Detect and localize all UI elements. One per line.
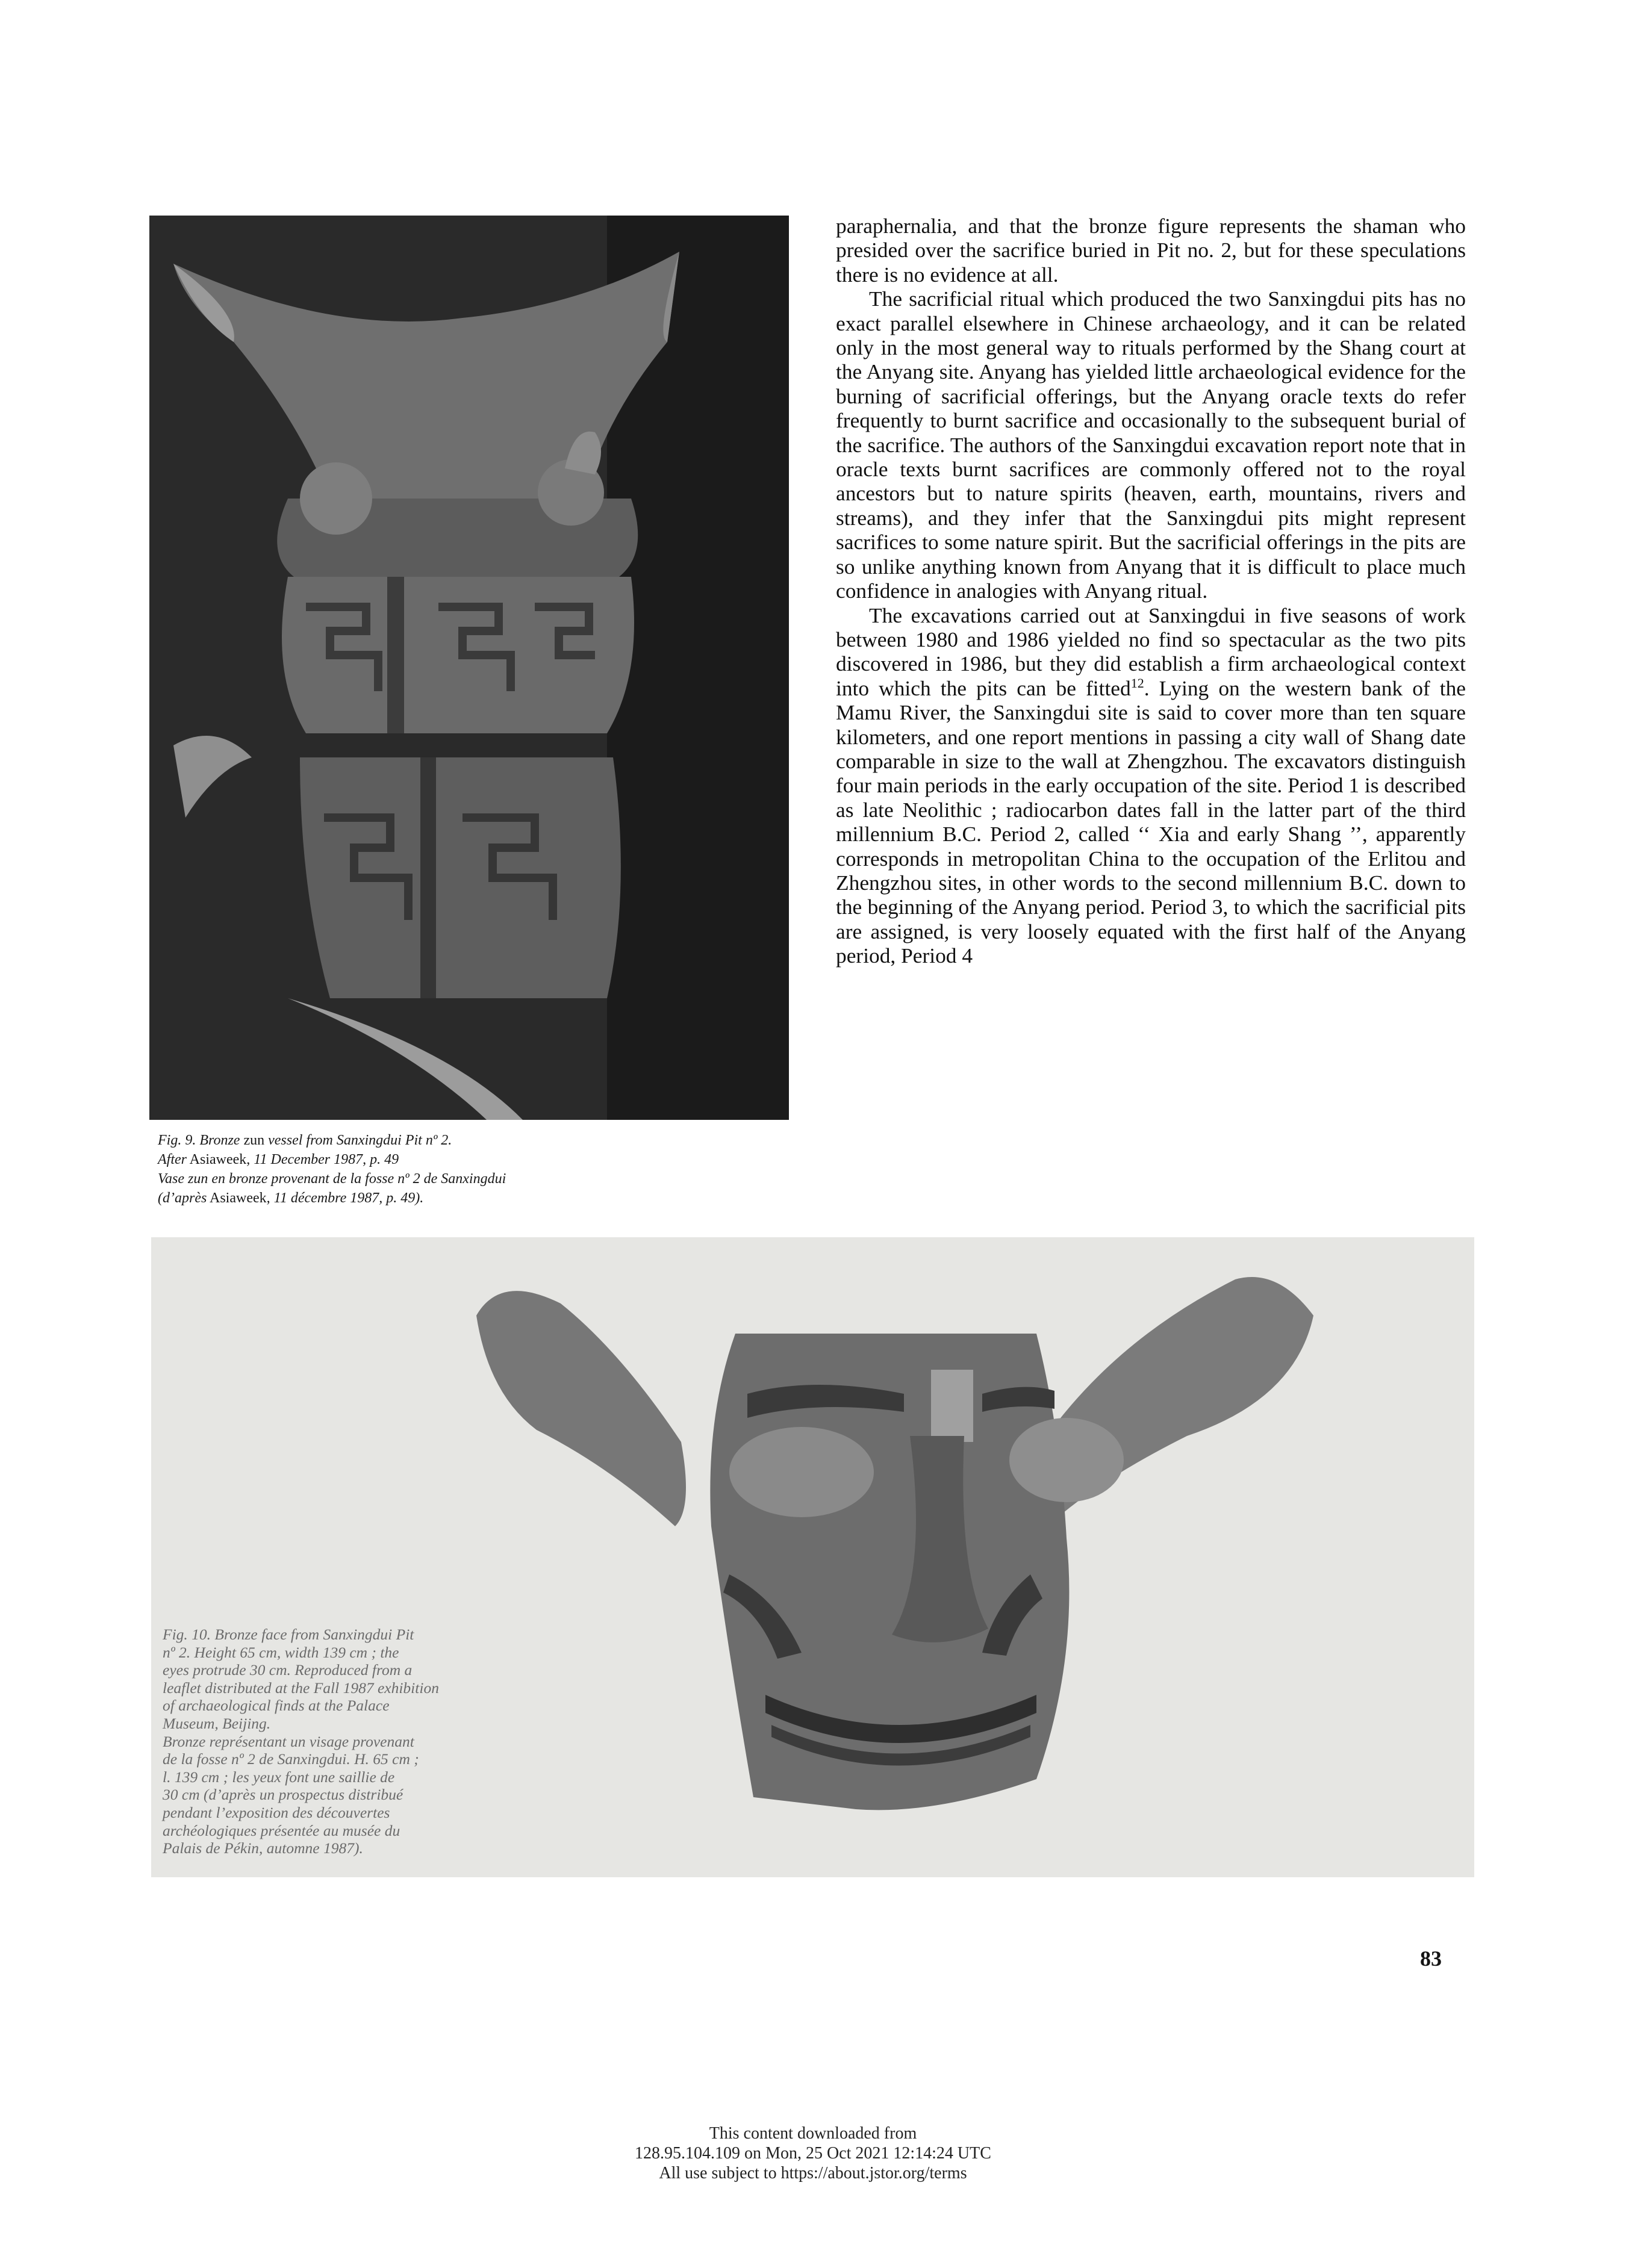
footer-line: All use subject to https://about.jstor.org/terms [659,2164,967,2183]
paragraph-3 [836,603,1466,968]
caption-line: pendant l’exposition des découvertes [163,1803,390,1821]
paragraph-3-text: The excavations carried out at Sanxingdui in five seasons of work between 1980 and 1986 yielded no find so spectacular as the two pits discovered in 1986, but they did establish a firm archaeological context into which the pits can be fitted [836,603,1466,700]
caption-text: zun [240,1132,269,1148]
body-text-column [836,214,1466,968]
caption-line: Museum, Beijing. [163,1714,271,1732]
caption-line: Palais de Pékin, automne 1987). [163,1839,363,1857]
caption-line: de la fosse nº 2 de Sanxingdui. H. 65 cm ; [163,1750,419,1768]
caption-line: Vase zun en bronze provenant de la fosse nº 2 de Sanxingdui [158,1171,506,1187]
caption-line: leaflet distributed at the Fall 1987 exhibition [163,1679,439,1697]
caption-line: eyes protrude 30 cm. Reproduced from a [163,1661,413,1679]
paragraph-2: The sacrificial ritual which produced the two Sanxingdui pits has no exact parallel elsewhere in Chinese archaeology, and it can be related only in the most general way to rituals performed by the Shang court at the Anyang site. Anyang has yielded little archaeological evidence for the burning of sacrificial offerings, but the Anyang oracle texts do refer frequently to burnt sacrifice and occasionally to the subsequent burial of the sacrifice. The authors of the Sanxingdui excavation report note that in oracle texts burnt sacrifices are commonly offered not to the royal ancestors but to nature spirits (heaven, earth, mountains, rivers and streams), and they infer that the Sanxingdui pits might represent sacrifices to some nature spirit. But the sacrificial offerings in the pits are so unlike anything known from Anyang that it is difficult to place much confidence in analogies with Anyang ritual. [836,287,1466,603]
figure-9-caption [158,1131,820,1208]
paragraph-3-text-cont: . Lying on the western bank of the Mamu River, the Sanxingdui site is said to cover more than ten square kilometers, and one report mentions in passing a city wall of Shang date comparable in size to the wall at Zhengzhou. The excavators distinguish four main periods in the early occupation of the site. Period 1 is described as late Neolithic ; radiocarbon dates fall in the latter part of the third millennium B.C. Period 2, called ‘‘ Xia and early Shang ’’, apparently corresponds in metropolitan China to the occupation of the Erlitou and Zhengzhou sites, in other words to the second millennium B.C. down to the beginning of the Anyang period. Period 3, to which the sacrificial pits are assigned, is very loosely equated with the first half of the Anyang period, Period 4 [836,676,1466,968]
caption-line: Bronze représentant un visage provenant [163,1732,414,1750]
caption-line [158,1188,820,1208]
figure-9-zun-vessel-photo [149,216,789,1120]
caption-text: vessel from Sanxingdui Pit nº 2. [268,1132,452,1148]
page-number: 83 [1420,1946,1442,1971]
caption-text: 11 December 1987, p. 49 [254,1152,399,1167]
caption-text: Fig. 9. Bronze [158,1132,240,1148]
caption-text: Asiaweek, [187,1152,254,1167]
caption-text: Asiaweek, [207,1190,274,1206]
figure-10-caption [163,1626,500,1857]
caption-text: 11 décembre 1987, p. 49). [273,1190,424,1206]
caption-line: l. 139 cm ; les yeux font une saillie de [163,1768,395,1786]
footer-line: This content downloaded from [709,2124,917,2143]
caption-line [158,1131,820,1150]
caption-text: (d’après [158,1190,207,1206]
caption-line: 30 cm (d’après un prospectus distribué [163,1786,403,1804]
caption-line: archéologiques présentée au musée du [163,1821,400,1839]
caption-text: After [158,1152,187,1167]
paragraph-1: paraphernalia, and that the bronze figure represents the shaman who presided over the sacrifice buried in Pit no. 2, but for these speculations there is no evidence at all. [836,214,1466,287]
zun-vessel-illustration [149,216,789,1120]
download-footer [512,2124,1114,2183]
caption-line [158,1150,820,1169]
caption-line: Fig. 10. Bronze face from Sanxingdui Pit [163,1626,414,1643]
caption-line: nº 2. Height 65 cm, width 139 cm ; the [163,1643,399,1661]
footer-line: 128.95.104.109 on Mon, 25 Oct 2021 12:14:24 UTC [635,2144,991,2163]
caption-line: of archaeological finds at the Palace [163,1697,390,1715]
footnote-marker: 12 [1130,675,1144,691]
